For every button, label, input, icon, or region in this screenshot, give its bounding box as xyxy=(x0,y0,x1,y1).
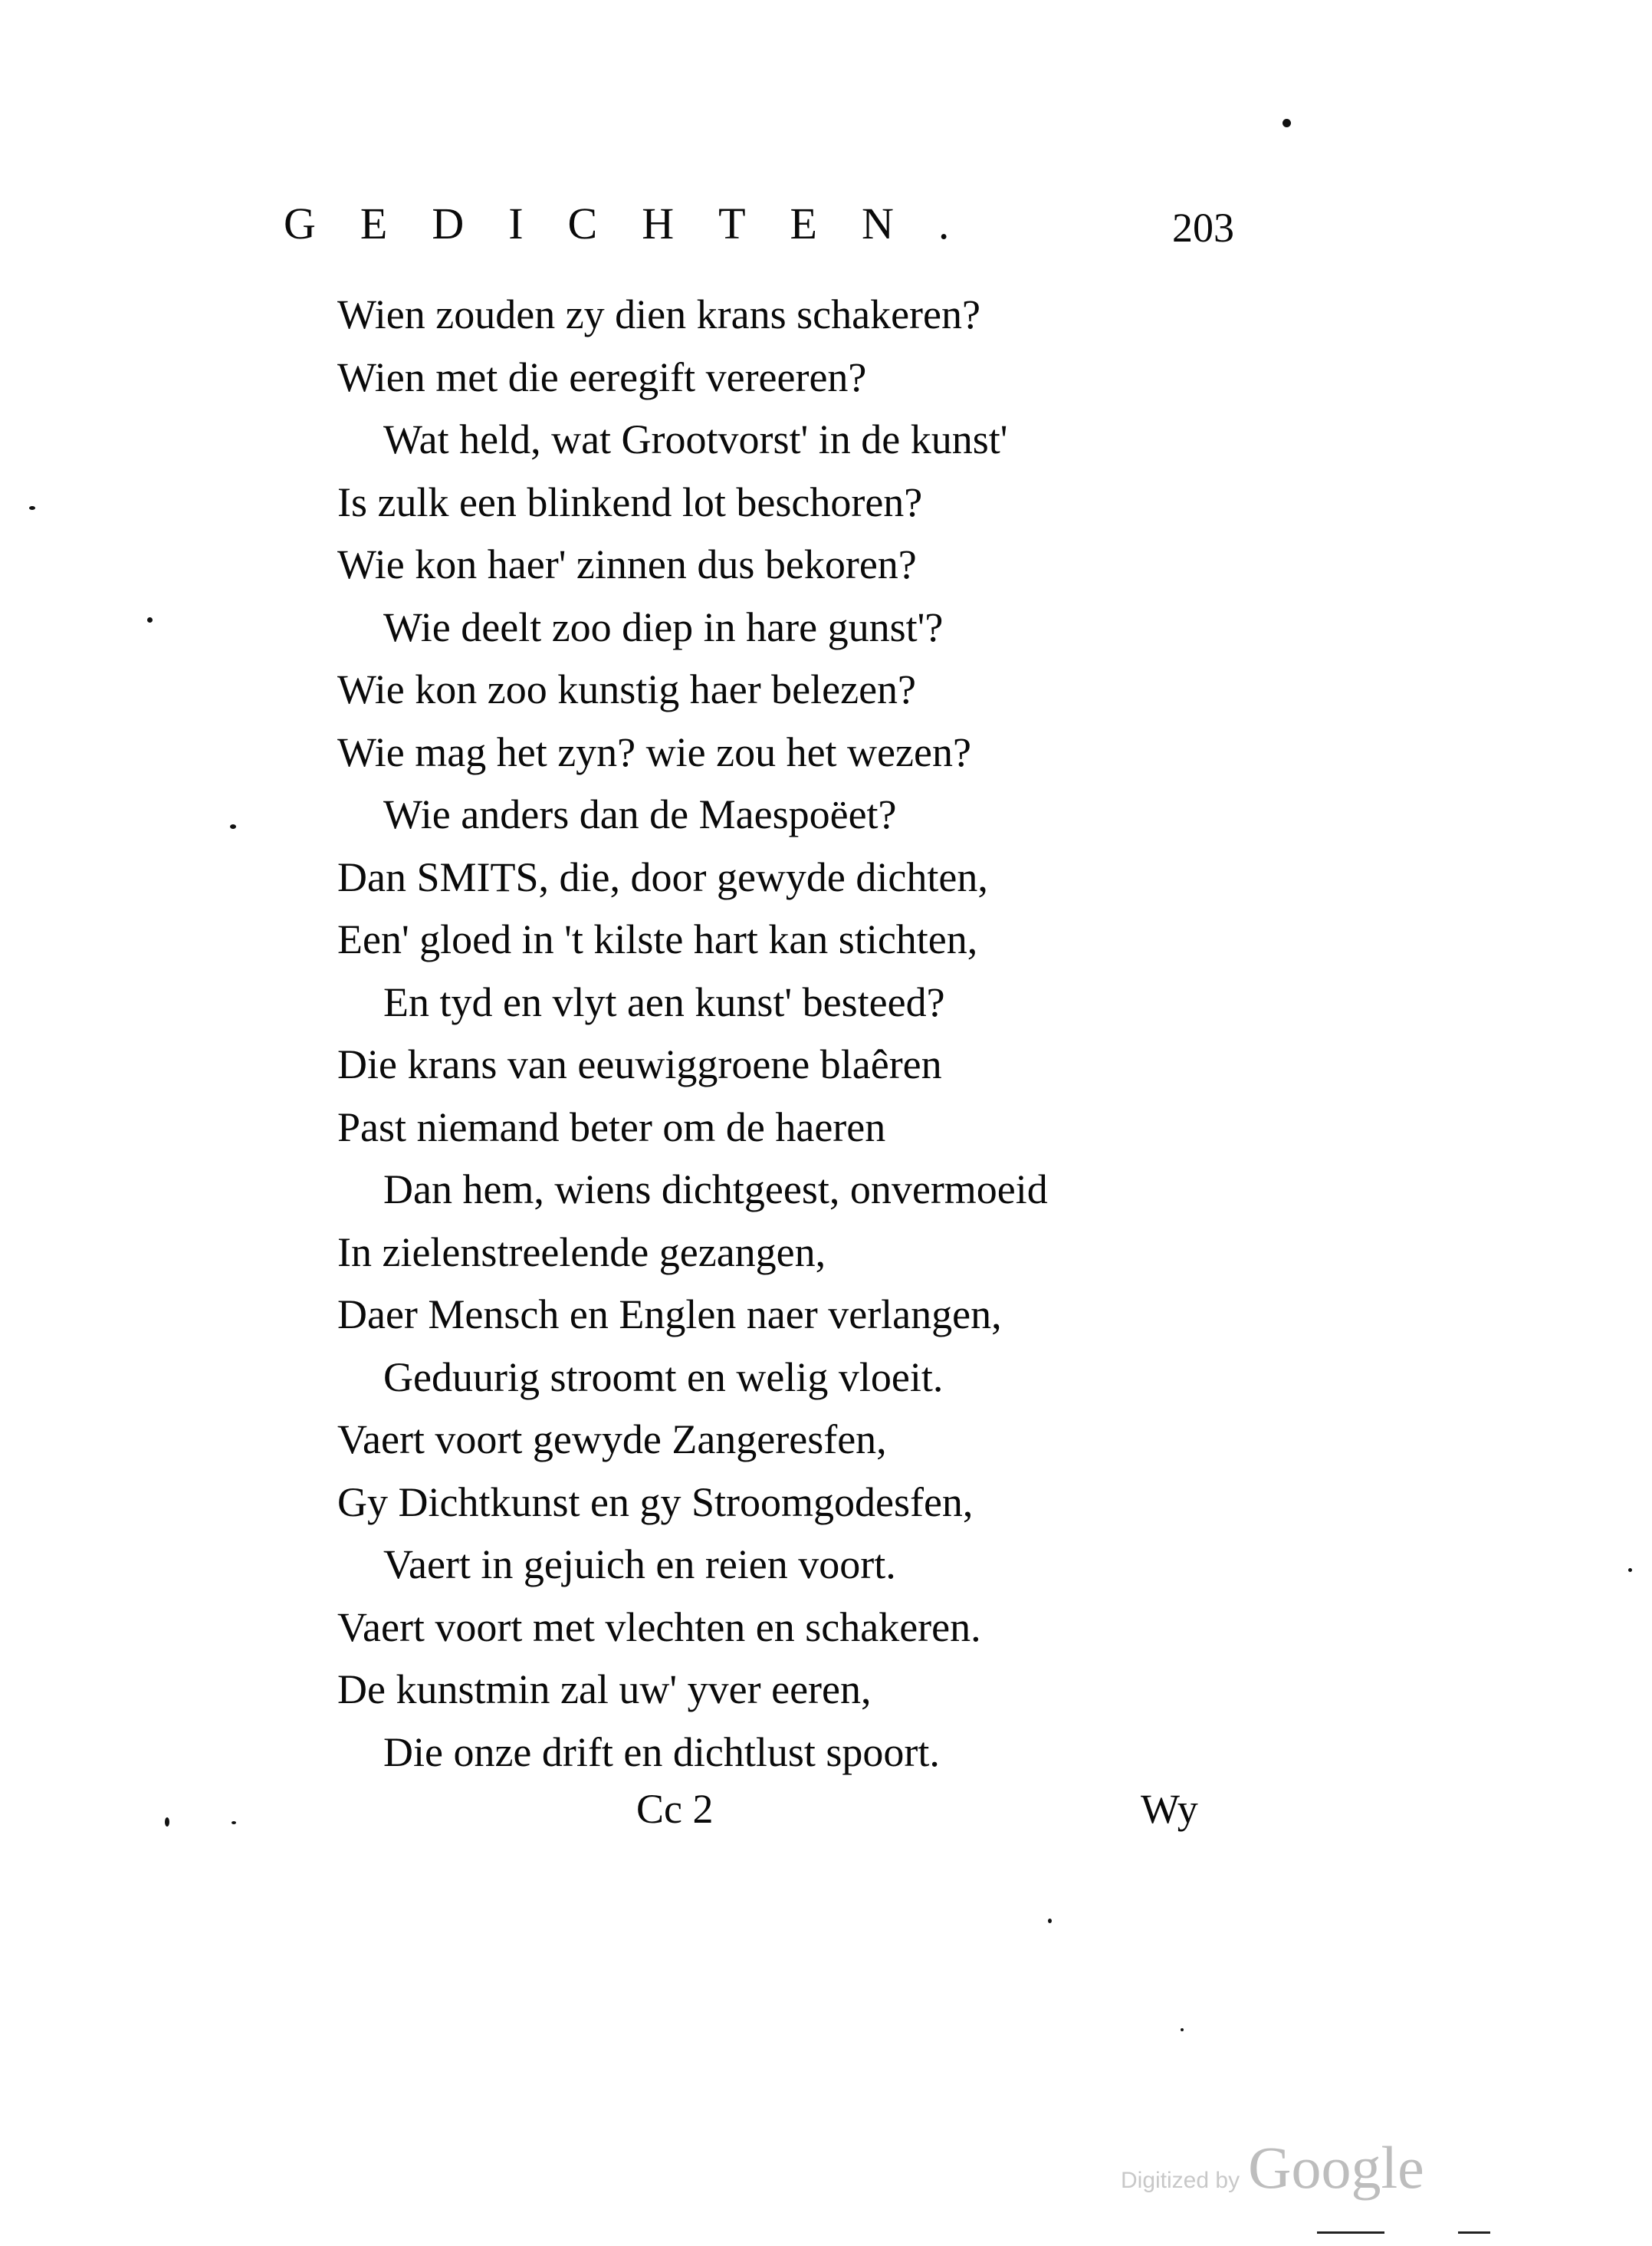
poem-line: Wie kon haer' zinnen dus bekoren? xyxy=(337,541,917,587)
poem-line: Een' gloed in 't kilste hart kan stichten, xyxy=(337,916,978,962)
poem-line: In zielenstreelende gezangen, xyxy=(337,1228,826,1275)
google-logo: Google xyxy=(1248,2134,1424,2201)
scan-speck xyxy=(230,824,236,829)
poem-line: Vaert in gejuich en reien voort. xyxy=(383,1541,896,1587)
page-header xyxy=(284,198,1234,259)
scan-edge-mark xyxy=(1317,2231,1384,2234)
poem-line: Dan SMITS, die, door gewyde dichten, xyxy=(337,853,988,900)
scan-speck xyxy=(232,1821,236,1824)
poem-line: Dan hem, wiens dichtgeest, onvermoeid xyxy=(383,1166,1048,1212)
scan-speck xyxy=(147,617,153,623)
scan-edge-mark xyxy=(1458,2231,1490,2234)
poem-line: Wie anders dan de Maespoëet? xyxy=(383,791,897,837)
poem-line: Wie kon zoo kunstig haer belezen? xyxy=(337,666,917,712)
scan-speck xyxy=(1628,1568,1632,1572)
poem-text xyxy=(337,284,1334,1784)
poem-line: Is zulk een blinkend lot beschoren? xyxy=(337,478,923,525)
poem-line: Past niemand beter om de haeren xyxy=(337,1103,886,1150)
poem-line: Wie deelt zoo diep in hare gunst'? xyxy=(383,603,944,650)
page-number: 203 xyxy=(1172,205,1234,251)
poem-line: De kunstmin zal uw' yver eeren, xyxy=(337,1666,872,1712)
scan-speck xyxy=(1048,1919,1052,1923)
running-title: GEDICHTEN. xyxy=(284,199,994,248)
poem-line: Geduurig stroomt en welig vloeit. xyxy=(383,1353,944,1400)
poem-line: Wien zouden zy dien krans schakeren? xyxy=(337,291,980,337)
scan-speck xyxy=(1283,119,1291,127)
scan-speck xyxy=(1181,2028,1184,2031)
digitized-watermark xyxy=(1121,2133,1424,2201)
poem-line: Vaert voort gewyde Zangeresfen, xyxy=(337,1416,887,1462)
watermark-prefix: Digitized by xyxy=(1121,2168,1240,2193)
scan-speck xyxy=(29,506,35,510)
poem-line: En tyd en vlyt aen kunst' besteed? xyxy=(383,978,945,1025)
poem-line: Daer Mensch en Englen naer verlangen, xyxy=(337,1291,1002,1337)
poem-line: Gy Dichtkunst en gy Stroomgodesfen, xyxy=(337,1478,974,1525)
scan-speck xyxy=(165,1817,169,1827)
signature-mark: Cc 2 xyxy=(636,1786,714,1832)
catchword: Wy xyxy=(1141,1786,1198,1832)
poem-line: Wat held, wat Grootvorst' in de kunst' xyxy=(383,416,1008,462)
poem-line: Vaert voort met vlechten en schakeren. xyxy=(337,1603,981,1650)
poem-line: Wie mag het zyn? wie zou het wezen? xyxy=(337,728,971,775)
poem-line: Wien met die eeregift vereeren? xyxy=(337,354,867,400)
poem-line: Die krans van eeuwiggroene blaêren xyxy=(337,1041,942,1087)
poem-line: Die onze drift en dichtlust spoort. xyxy=(383,1728,940,1775)
